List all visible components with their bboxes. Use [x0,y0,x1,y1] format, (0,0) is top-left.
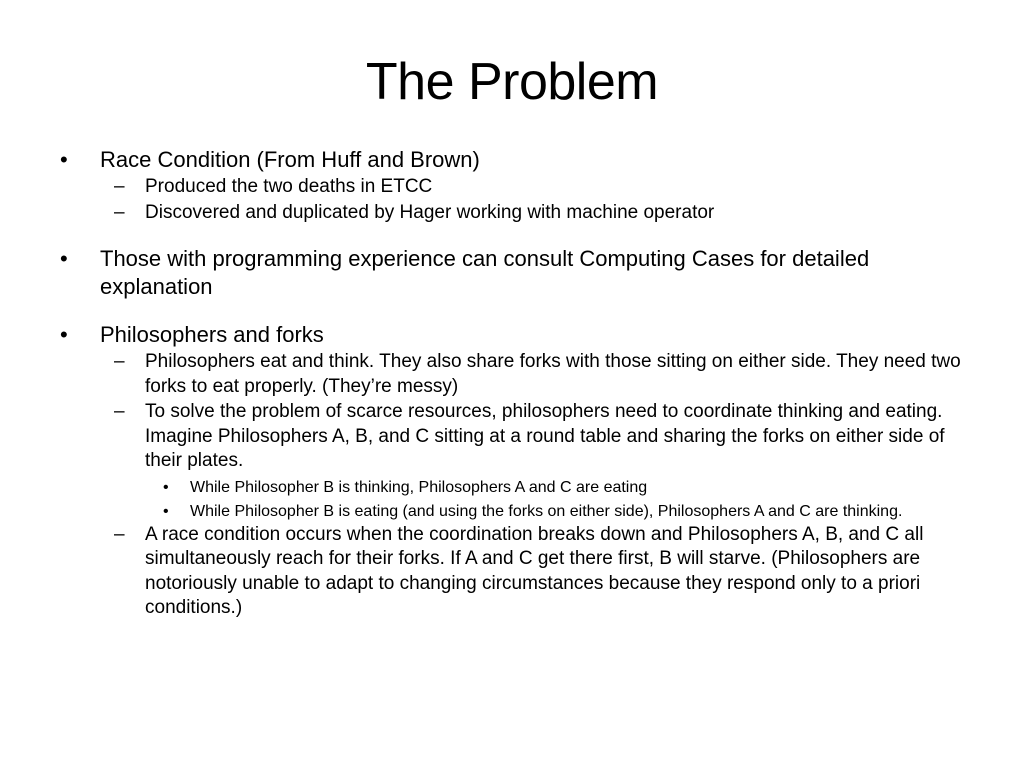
bullet-text: While Philosopher B is thinking, Philosophers A and C are eating [190,478,648,496]
bullet-text: Philosophers and forks [100,322,324,347]
bullet-item-level2 [56,201,976,226]
bullet-item-level2 [56,175,976,200]
bullet-item-level2 [56,523,976,621]
bullet-dot-icon: • [163,478,169,496]
bullet-dot-icon: • [60,147,68,172]
bullet-dash-icon: – [114,201,125,223]
bullet-text: Philosophers eat and think. They also share forks with those sitting on either side. They need two forks to eat properly. (They’re messy) [145,351,961,397]
bullet-item-level2 [56,350,976,399]
bullet-dash-icon: – [114,523,125,545]
bullet-dot-icon: • [60,246,68,271]
bullet-dot-icon: • [163,502,169,520]
bullet-text: While Philosopher B is eating (and using the forks on either side), Philosophers A and C are thinking. [190,502,903,520]
bullet-text: Race Condition (From Huff and Brown) [100,147,480,172]
bullet-group [56,321,976,621]
bullet-dash-icon: – [114,401,125,422]
bullet-dash-icon: – [114,176,125,197]
slide-title: The Problem [365,53,659,111]
bullet-item-level3 [56,501,976,522]
slide-body [56,146,976,621]
bullet-item-level1 [56,245,976,301]
bullet-item-level3 [56,477,976,498]
bullet-item-level1 [56,321,976,349]
bullet-dot-icon: • [60,322,68,347]
bullet-item-level2 [56,400,976,474]
bullet-item-level1 [56,146,976,174]
bullet-text: Those with programming experience can consult Computing Cases for detailed explanation [100,246,870,299]
bullet-text: Discovered and duplicated by Hager working with machine operator [145,201,715,223]
bullet-text: A race condition occurs when the coordination breaks down and Philosophers A, B, and C all simultaneously reach for their forks. If A and C get there first, B will starve. (Philosophers are notoriously unable to adapt to changing circumstances because they respond only to a priori conditions.) [145,523,924,618]
bullet-text: Produced the two deaths in ETCC [145,176,433,197]
bullet-group [56,146,976,225]
bullet-group [56,245,976,301]
bullet-text: To solve the problem of scarce resources, philosophers need to coordinate thinking and eating. Imagine Philosophers A, B, and C sitting at a round table and sharing the forks on either side of their plates. [145,401,945,471]
bullet-dash-icon: – [114,351,125,372]
